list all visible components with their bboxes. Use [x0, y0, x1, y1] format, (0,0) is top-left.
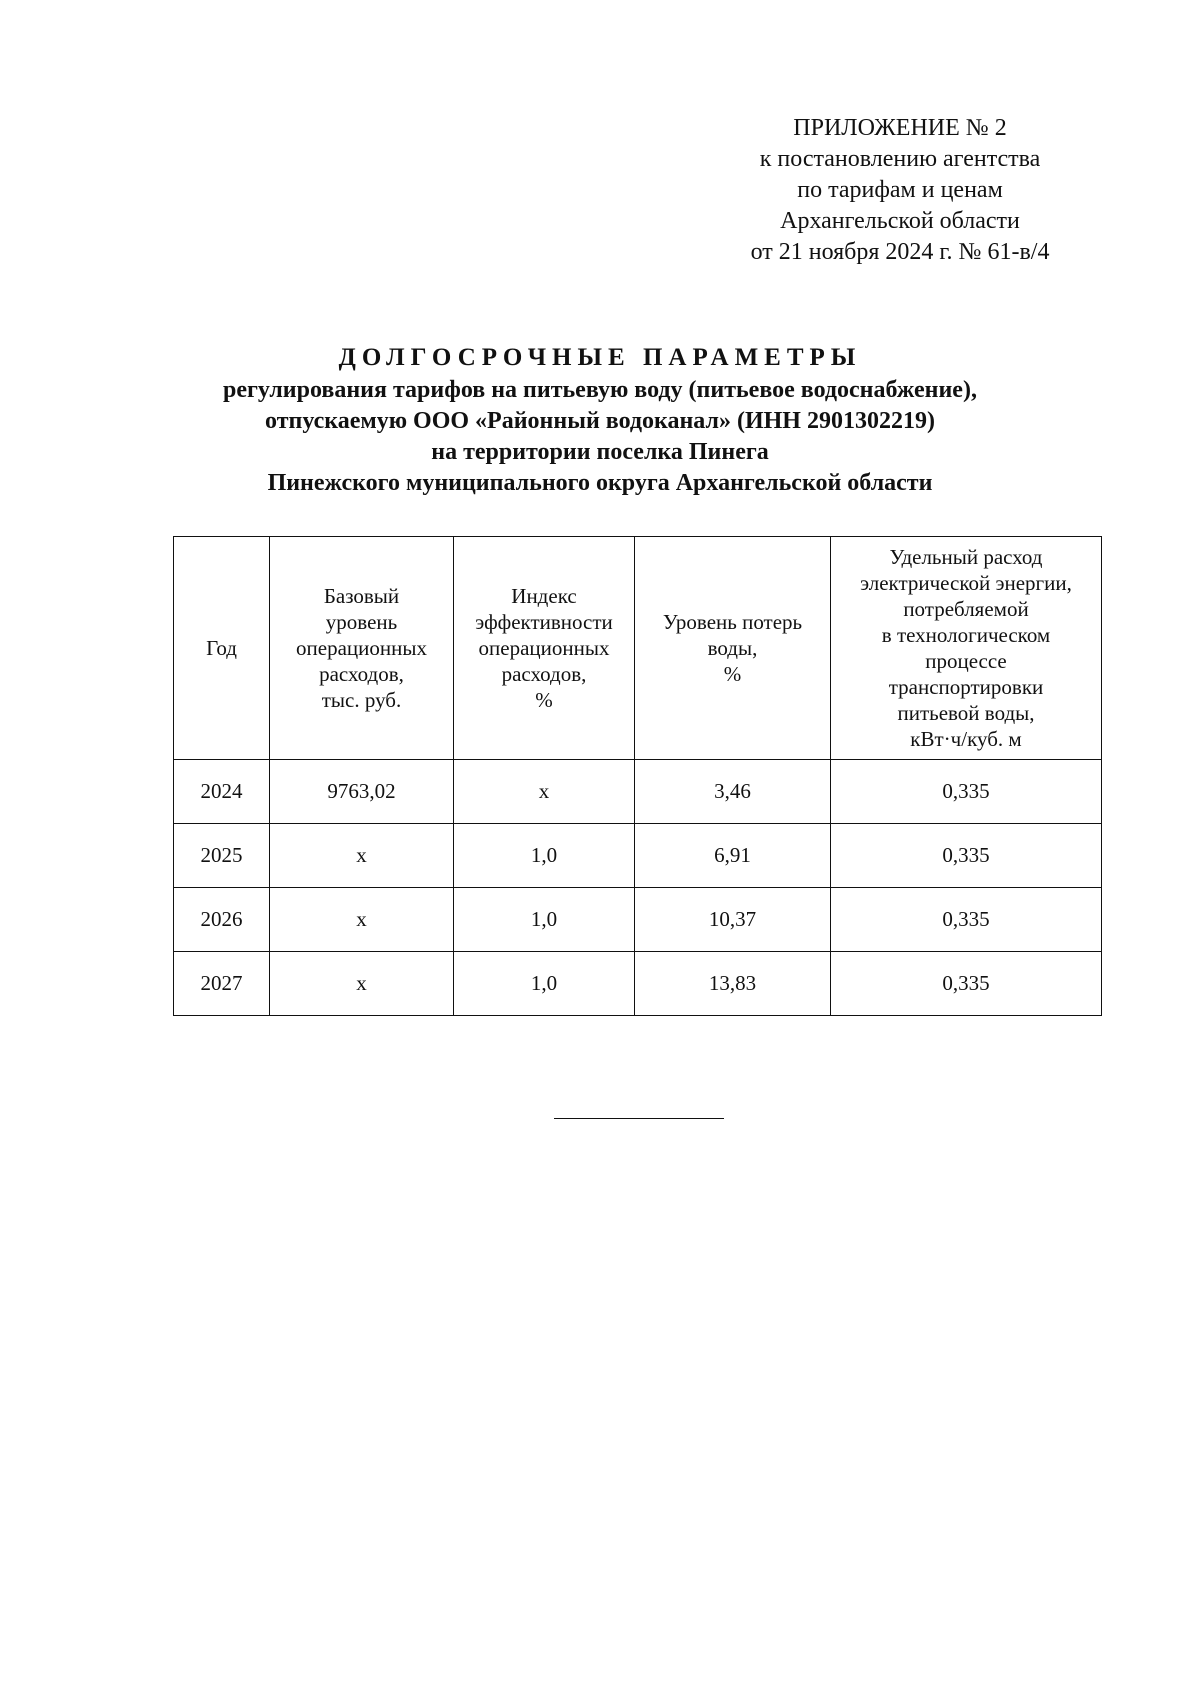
- table-row: [174, 952, 1102, 1016]
- cell-efficiency-index: 1,0: [454, 824, 635, 888]
- cell-efficiency-index: 1,0: [454, 888, 635, 952]
- cell-base-opex: x: [270, 952, 454, 1016]
- cell-base-opex: 9763,02: [270, 760, 454, 824]
- header-efficiency-index: Индекс эффективности операционных расходов, %: [454, 537, 635, 760]
- cell-energy-consumption: 0,335: [831, 888, 1102, 952]
- title-line: Пинежского муниципального округа Архангельской области: [267, 470, 933, 496]
- end-of-document-rule: [554, 1118, 724, 1119]
- title-line: регулирования тарифов на питьевую воду (питьевое водоснабжение),: [223, 377, 977, 403]
- appendix-date-line: от 21 ноября 2024 г. № 61-в/4: [750, 239, 1050, 265]
- table-header-row: [174, 537, 1102, 760]
- header-loss-level: Уровень потерь воды, %: [635, 537, 831, 760]
- cell-base-opex: x: [270, 888, 454, 952]
- header-base-opex: Базовый уровень операционных расходов, тыс. руб.: [270, 537, 454, 760]
- cell-loss-level: 6,91: [635, 824, 831, 888]
- table-row: [174, 824, 1102, 888]
- cell-energy-consumption: 0,335: [831, 760, 1102, 824]
- appendix-ref-line: по тарифам и ценам: [797, 177, 1003, 203]
- cell-year: 2027: [174, 952, 270, 1016]
- cell-loss-level: 13,83: [635, 952, 831, 1016]
- title-line: на территории поселка Пинега: [431, 439, 769, 465]
- table-row: [174, 760, 1102, 824]
- cell-energy-consumption: 0,335: [831, 824, 1102, 888]
- cell-efficiency-index: x: [454, 760, 635, 824]
- cell-efficiency-index: 1,0: [454, 952, 635, 1016]
- cell-base-opex: x: [270, 824, 454, 888]
- header-energy-consumption: Удельный расход электрической энергии, потребляемой в технологическом процессе транспортировки питьевой воды, кВт·ч/куб. м: [831, 537, 1102, 760]
- cell-year: 2026: [174, 888, 270, 952]
- title-main: ДОЛГОСРОЧНЫЕ ПАРАМЕТРЫ: [338, 344, 862, 371]
- title-line: отпускаемую ООО «Районный водоканал» (ИНН 2901302219): [265, 408, 935, 434]
- cell-year: 2024: [174, 760, 270, 824]
- appendix-ref-line: к постановлению агентства: [759, 146, 1041, 172]
- cell-loss-level: 10,37: [635, 888, 831, 952]
- table-row: [174, 888, 1102, 952]
- cell-energy-consumption: 0,335: [831, 952, 1102, 1016]
- appendix-number: ПРИЛОЖЕНИЕ № 2: [793, 115, 1007, 141]
- document-title: [90, 342, 1110, 499]
- cell-year: 2025: [174, 824, 270, 888]
- cell-loss-level: 3,46: [635, 760, 831, 824]
- parameters-table: [173, 536, 1102, 1016]
- appendix-ref-line: Архангельской области: [780, 208, 1020, 234]
- appendix-block: [690, 113, 1110, 268]
- header-year: Год: [174, 537, 270, 760]
